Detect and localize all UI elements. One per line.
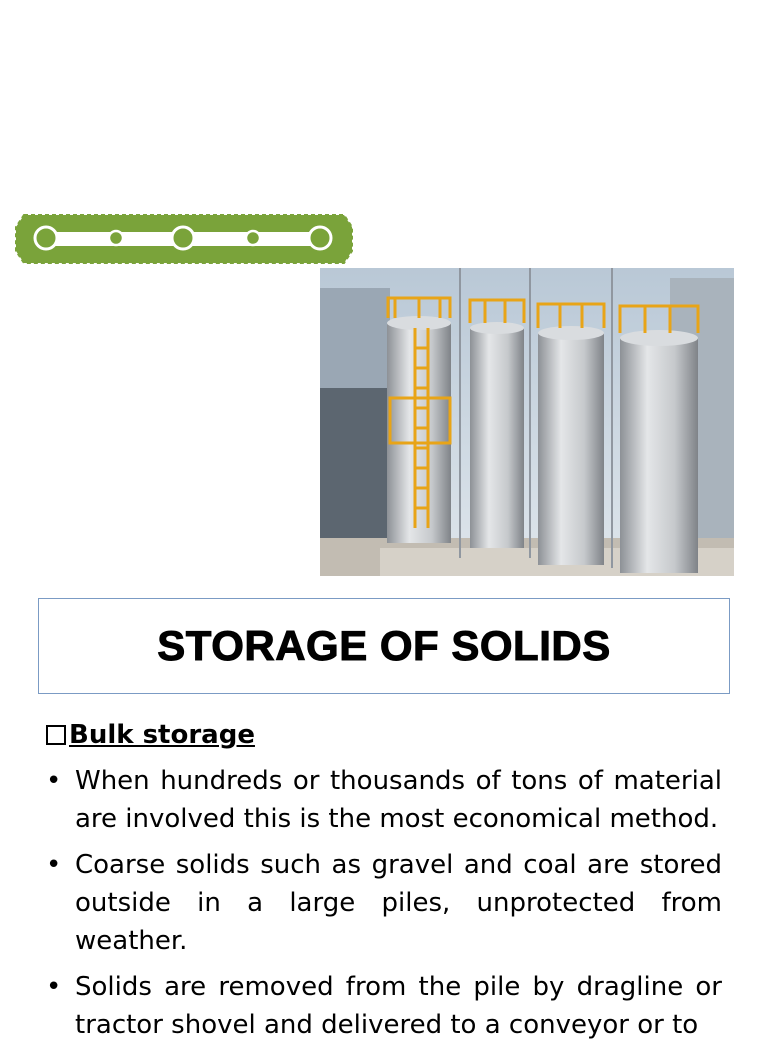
bullet-icon: • [46, 972, 62, 1002]
bullet-text: Solids are removed from the pile by dragline or tractor shovel and delivered to a conveyor or to [75, 972, 722, 1040]
slide-content [46, 716, 722, 1052]
list-item [46, 846, 722, 960]
conveyor-belt-icon [14, 211, 354, 267]
bullet-icon: • [46, 766, 62, 796]
bullet-list [46, 762, 722, 1044]
industrial-storage-silos-image [320, 268, 734, 576]
section-heading: Bulk storage [69, 720, 255, 750]
slide-title: STORAGE OF SOLIDS [157, 622, 611, 669]
list-item [46, 762, 722, 838]
section-heading-line [46, 716, 722, 754]
title-box [38, 598, 730, 694]
checkbox-bullet-icon [46, 725, 66, 745]
bullet-text: Coarse solids such as gravel and coal are stored outside in a large piles, unprotected from weather. [75, 850, 722, 956]
bullet-icon: • [46, 850, 62, 880]
bullet-text: When hundreds or thousands of tons of material are involved this is the most economical method. [75, 766, 722, 834]
list-item [46, 968, 722, 1044]
